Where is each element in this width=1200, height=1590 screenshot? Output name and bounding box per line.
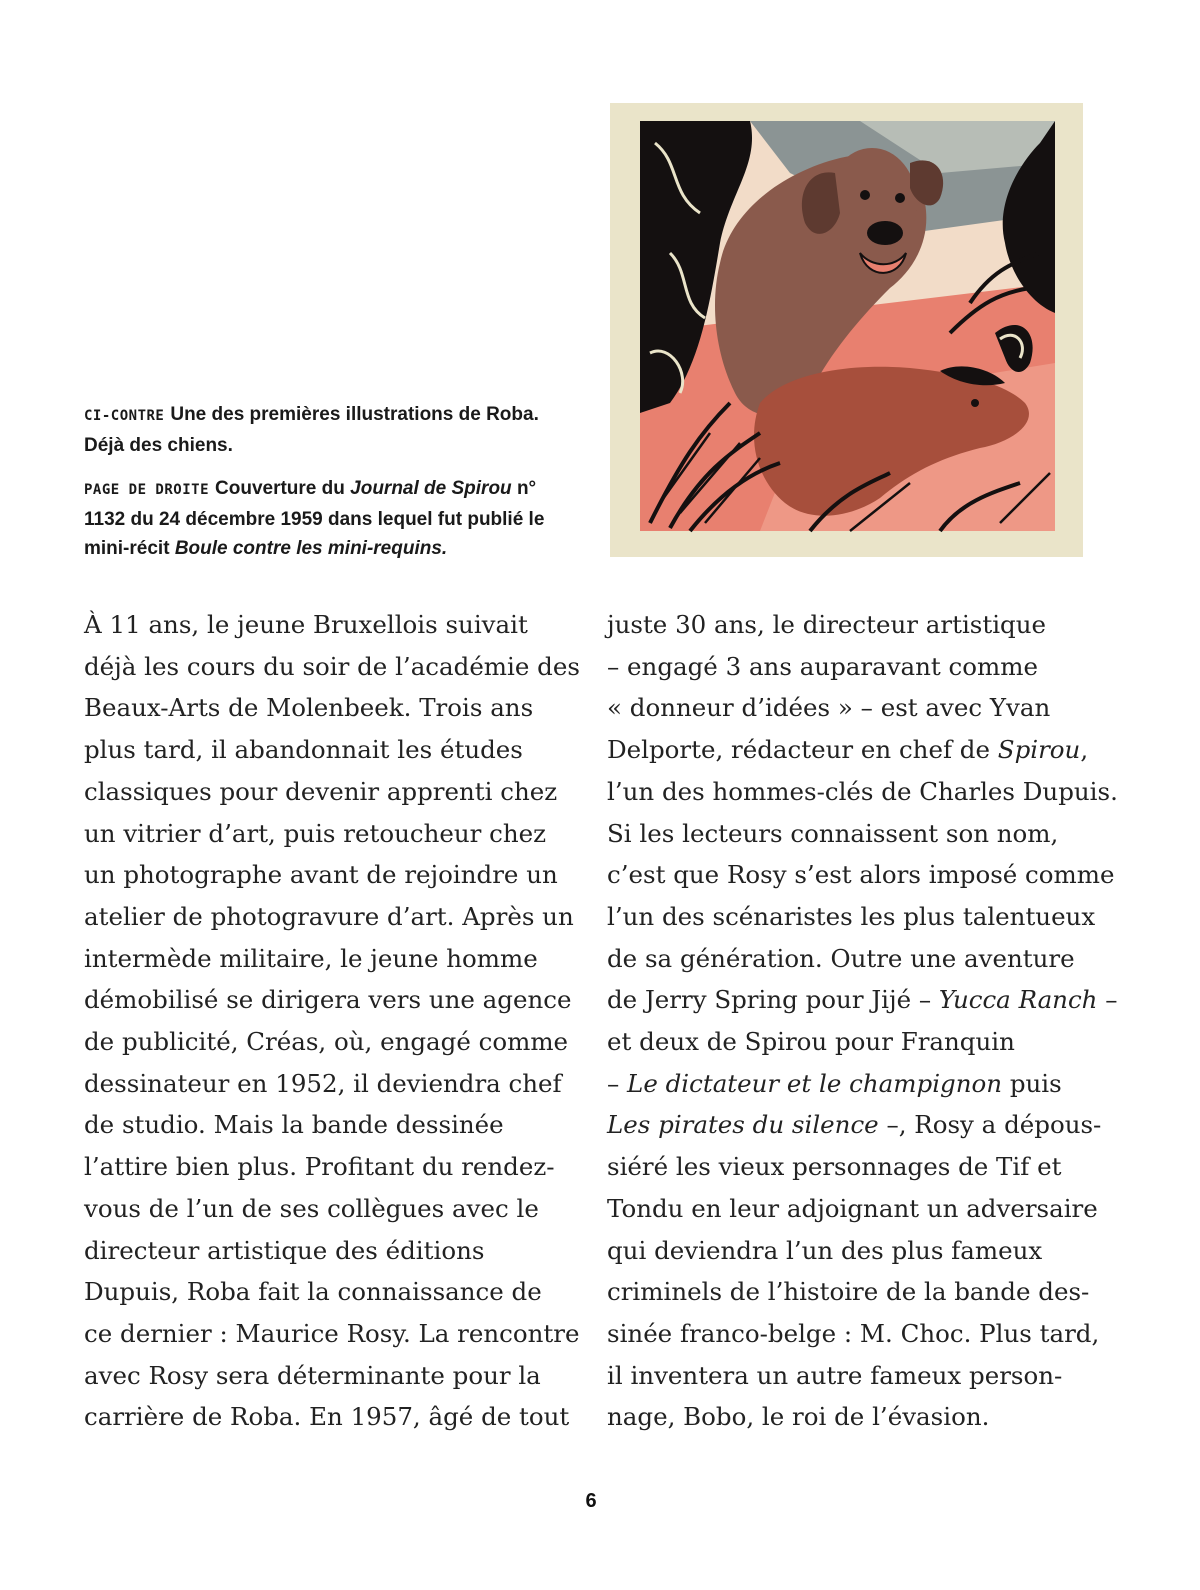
text-line: il inventera un autre fameux person- [607,1360,1063,1390]
text-line: ce dernier : Maurice Rosy. La rencontre [84,1318,580,1348]
text-line: l’un des scénaristes les plus talentueux [607,901,1096,931]
text-line: déjà les cours du soir de l’académie des [84,651,580,681]
caption-text: n° 1132 du 24 décembre 1959 dans lequel fut publié le mini-récit [84,478,545,559]
text-segment: –, Rosy a dépous- [878,1110,1102,1140]
text-line: qui deviendra l’un des plus fameux [607,1235,1043,1265]
text-line: de publicité, Créas, où, engagé comme [84,1027,569,1057]
text-line: c’est que Rosy s’est alors imposé comme [607,860,1115,890]
text-line [607,979,1118,1021]
caption-ci-contre [84,400,554,460]
text-line: Beaux-Arts de Molenbeek. Trois ans [84,693,534,723]
text-segment: , [1080,735,1089,765]
text-line: juste 30 ans, le directeur artistique [607,610,1046,639]
body-text-right-column [607,604,1118,1438]
text-line: de studio. Mais la bande dessinée [84,1110,504,1140]
text-line: classiques pour devenir apprenti chez [84,776,558,806]
text-line: criminels de l’histoire de la bande des- [607,1277,1090,1307]
page-number: 6 [585,1490,597,1512]
text-line: Tondu en leur adjoignant un adversaire [607,1193,1098,1223]
text-line: « donneur d’idées » – est avec Yvan [607,693,1051,723]
two-dogs-running-illustration [610,103,1083,557]
text-segment: puis [1002,1068,1062,1098]
text-segment: – [607,1068,628,1098]
text-line: plus tard, il abandonnait les études [84,735,523,765]
caption-text: Une des premières illustrations de Roba. Déjà des chiens. [84,404,539,456]
text-line: directeur artistique des éditions [84,1235,485,1265]
italic-title: Spirou [997,735,1081,765]
text-line: démobilisé se dirigera vers une agence [84,985,572,1015]
text-segment: de Jerry Spring pour Jijé – [607,985,939,1015]
text-line: avec Rosy sera déterminante pour la [84,1360,541,1390]
text-line: Dupuis, Roba fait la connaissance de [84,1277,542,1307]
text-line [607,1104,1107,1146]
text-line: un photographe avant de rejoindre un [84,860,558,890]
text-line: siéré les vieux personnages de Tif et [607,1152,1062,1182]
text-line: de sa génération. Outre une aventure [607,943,1075,973]
text-line: vous de l’un de ses collègues avec le [84,1193,539,1223]
text-segment: Delporte, rédacteur en chef de [607,735,998,765]
text-line: dessinateur en 1952, il deviendra chef [84,1068,562,1098]
illustration-drawing [610,103,1083,557]
text-line [607,1063,1107,1105]
text-line: intermède militaire, le jeune homme [84,943,538,973]
caption-label: CI-CONTRE [84,408,165,424]
text-segment: – [1097,985,1118,1015]
caption-page-de-droite [84,474,554,563]
text-line: un vitrier d’art, puis retoucheur chez [84,818,547,848]
text-line: l’un des hommes-clés de Charles Dupuis. [607,776,1118,806]
text-line: atelier de photogravure d’art. Après un [84,901,574,931]
captions [84,400,554,577]
text-line: carrière de Roba. En 1957, âgé de tout [84,1402,570,1432]
text-line: nage, Bobo, le roi de l’évasion. [607,1402,990,1432]
text-line: – engagé 3 ans auparavant comme [607,651,1038,681]
caption-label: PAGE DE DROITE [84,482,210,498]
text-line: À 11 ans, le jeune Bruxellois suivait [84,610,528,639]
caption-text: Couverture du [215,478,351,499]
caption-italic-title: Boule contre les mini-requins. [174,538,448,559]
text-line: sinée franco-belge : M. Choc. Plus tard, [607,1318,1100,1348]
text-line: et deux de Spirou pour Franquin [607,1027,1015,1057]
text-line: l’attire bien plus. Profitant du rendez- [84,1152,555,1182]
italic-title: Les pirates du silence [607,1110,879,1140]
text-line: Si les lecteurs connaissent son nom, [607,818,1059,848]
italic-title: Le dictateur et le champignon [627,1068,1003,1098]
body-text-left-column [84,604,584,1438]
italic-title: Yucca Ranch [938,985,1098,1015]
text-line [607,729,1107,771]
caption-italic-title: Journal de Spirou [350,478,512,499]
